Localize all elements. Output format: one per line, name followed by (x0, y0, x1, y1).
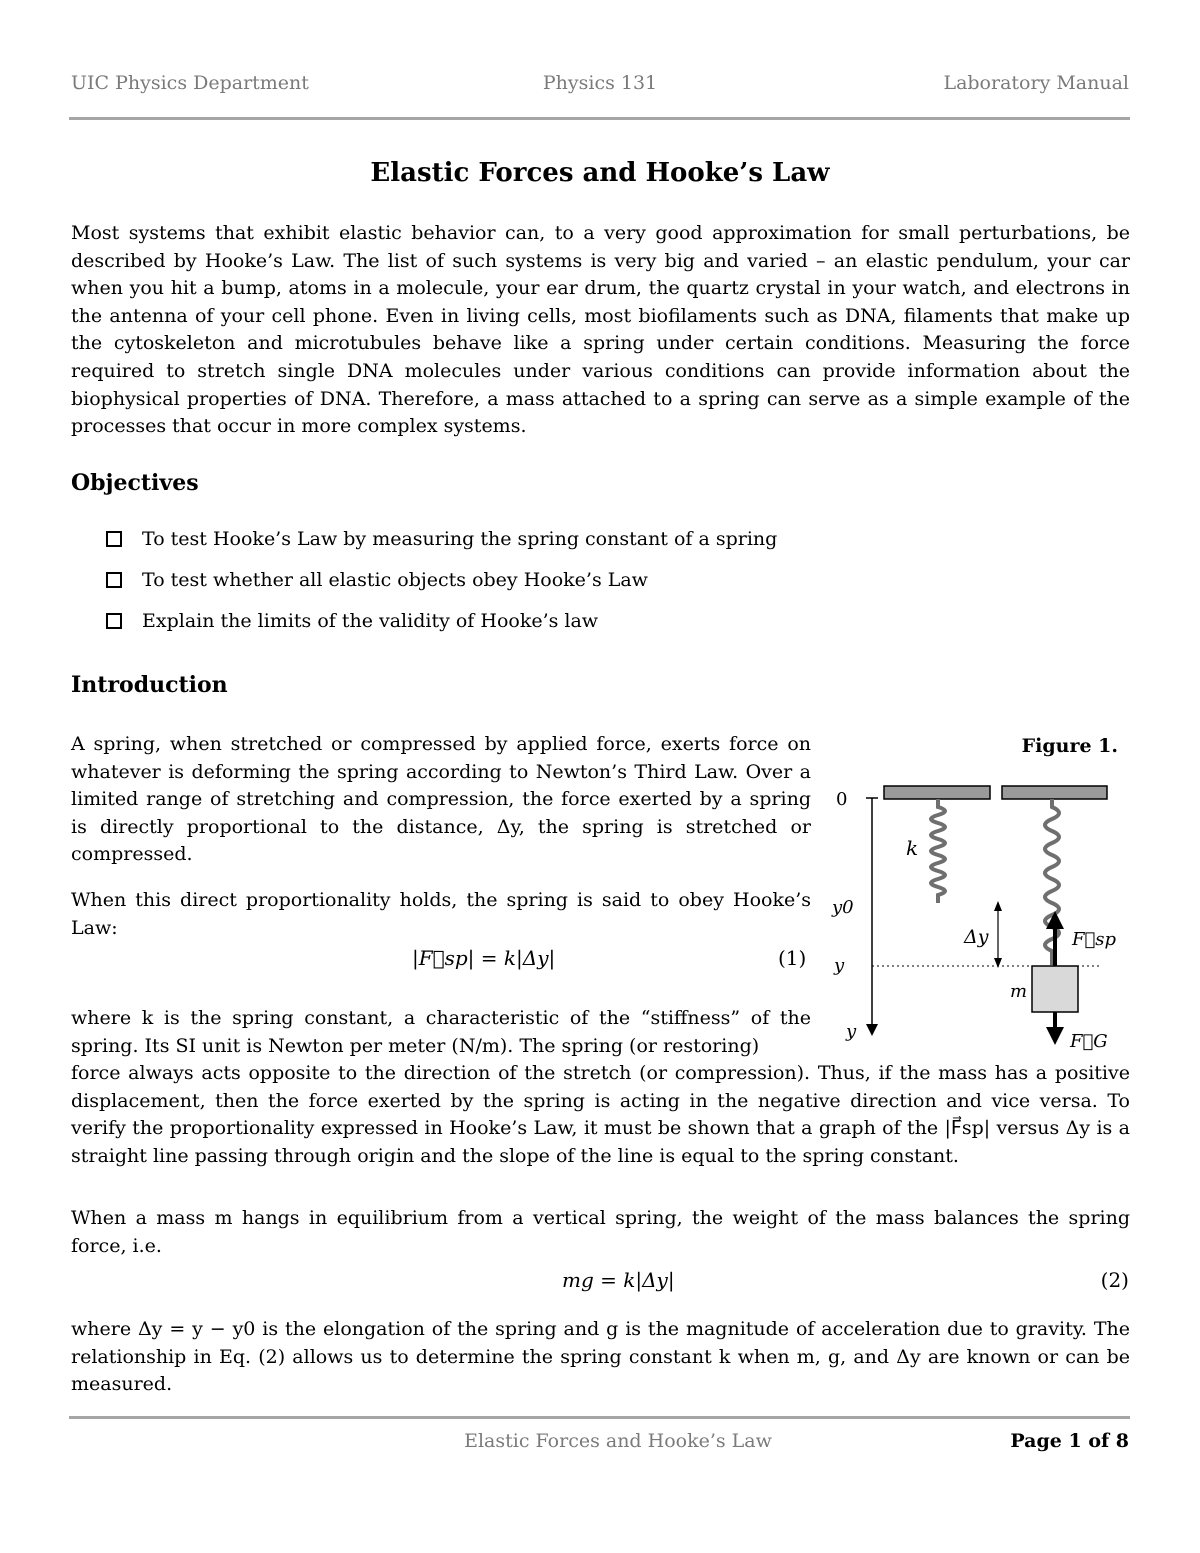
header-rule (69, 117, 1130, 120)
footer-center: Elastic Forces and Hooke’s Law (464, 1430, 772, 1452)
page-label: Page 1 of 8 (1010, 1430, 1129, 1452)
intro-p3a: where k is the spring constant, a characteristic of the “stiffness” of the spring. Its SI unit is Newton per meter (N/m). The spring (or restoring) (71, 1007, 811, 1057)
axis-y0-label: y0 (832, 897, 854, 918)
checkbox-icon (106, 531, 122, 547)
axis-y-arrow-label: y (846, 1021, 857, 1042)
objective-item (106, 610, 598, 632)
axis-zero-label: 0 (836, 789, 848, 810)
delta-y-arrowhead-down (994, 958, 1002, 968)
intro-p5: where Δy = y − y0 is the elongation of the spring and g is the magnitude of acceleration due to gravity. The relationship in Eq. (2) allows us to determine the spring constant k when m, g, and Δy are known or can be measured. (71, 1318, 1130, 1396)
objective-text: To test whether all elastic objects obey Hooke’s Law (142, 569, 648, 591)
objective-item (106, 569, 648, 591)
spring-diagram (826, 735, 1136, 1055)
header-center: Physics 131 (542, 72, 658, 94)
footer-page (1010, 1430, 1129, 1452)
spring-k-label: k (906, 836, 919, 860)
spring-force-arrowhead (1046, 911, 1064, 929)
objective-text: Explain the limits of the validity of Hooke’s law (142, 610, 599, 632)
checkbox-icon (106, 572, 122, 588)
intro-p3b: force always acts opposite to the direction of the stretch (or compression). Thus, if the mass has a positive displacement, then the force exerted by the spring is acting in the negative direction and vice versa. To verify the proportionality expressed in Hooke’s Law, it must be shown that a graph of the |F⃗sp| versus Δy is a straight line passing through origin and the slope of the line is equal to the spring constant. (71, 1062, 1130, 1167)
equation-2-number: (2) (1100, 1268, 1129, 1292)
mass-label: m (1010, 981, 1028, 1002)
ceiling-plate-left (884, 786, 990, 799)
objectives-heading: Objectives (71, 470, 199, 496)
equation-1: |F⃗sp| = k|Δy| (412, 946, 556, 970)
equation-2: mg = k|Δy| (562, 1268, 675, 1292)
intro-paragraph: Most systems that exhibit elastic behavior can, to a very good approximation for small perturbations, be described by Hooke’s Law. The list of such systems is very big and varied – an elastic pendulum, your car when you hit a bump, atoms in a molecule, your ear drum, the quartz crystal in your watch, and electrons in the antenna of your cell phone. Even in living cells, most biofilaments such as DNA, filaments that make up the cytoskeleton and microtubules behave like a spring under certain conditions. Measuring the force required to stretch single DNA molecules under various conditions can provide information about the biophysical properties of DNA. Therefore, a mass attached to a spring can serve as a simple example of the processes that occur in more complex systems. (71, 222, 1130, 438)
intro-p1: A spring, when stretched or compressed by applied force, exerts force on whatever is deforming the spring according to Newton’s Third Law. Over a limited range of stretching and compression, the force exerted by a spring is directly proportional to the distance, Δy, the spring is stretched or compressed. (71, 733, 811, 866)
figure-label: Figure 1. (1021, 735, 1118, 757)
intro-p2: When this direct proportionality holds, the spring is said to obey Hooke’s Law: (71, 889, 811, 939)
objective-text: To test Hooke’s Law by measuring the spring constant of a spring (142, 528, 778, 550)
gravity-force-arrowhead (1046, 1027, 1064, 1045)
axis-y-label: y (834, 955, 845, 976)
objective-item (106, 528, 777, 550)
delta-y-label: Δy (964, 926, 989, 948)
ceiling-plate-right (1002, 786, 1107, 799)
spring-unstretched (931, 799, 945, 903)
introduction-heading: Introduction (71, 672, 228, 698)
gravity-force-label: F⃗G (1070, 1031, 1108, 1052)
delta-y-arrowhead-up (994, 901, 1002, 911)
header-right: Laboratory Manual (943, 72, 1129, 94)
page-title: Elastic Forces and Hooke’s Law (370, 158, 830, 188)
intro-p4: When a mass m hangs in equilibrium from a vertical spring, the weight of the mass balances the spring force, i.e. (71, 1207, 1130, 1257)
footer-rule (69, 1416, 1130, 1419)
checkbox-icon (106, 613, 122, 629)
mass-block (1032, 966, 1078, 1012)
equation-1-number: (1) (778, 946, 807, 970)
spring-force-label: F⃗sp (1072, 929, 1117, 950)
header-left: UIC Physics Department (71, 72, 309, 94)
